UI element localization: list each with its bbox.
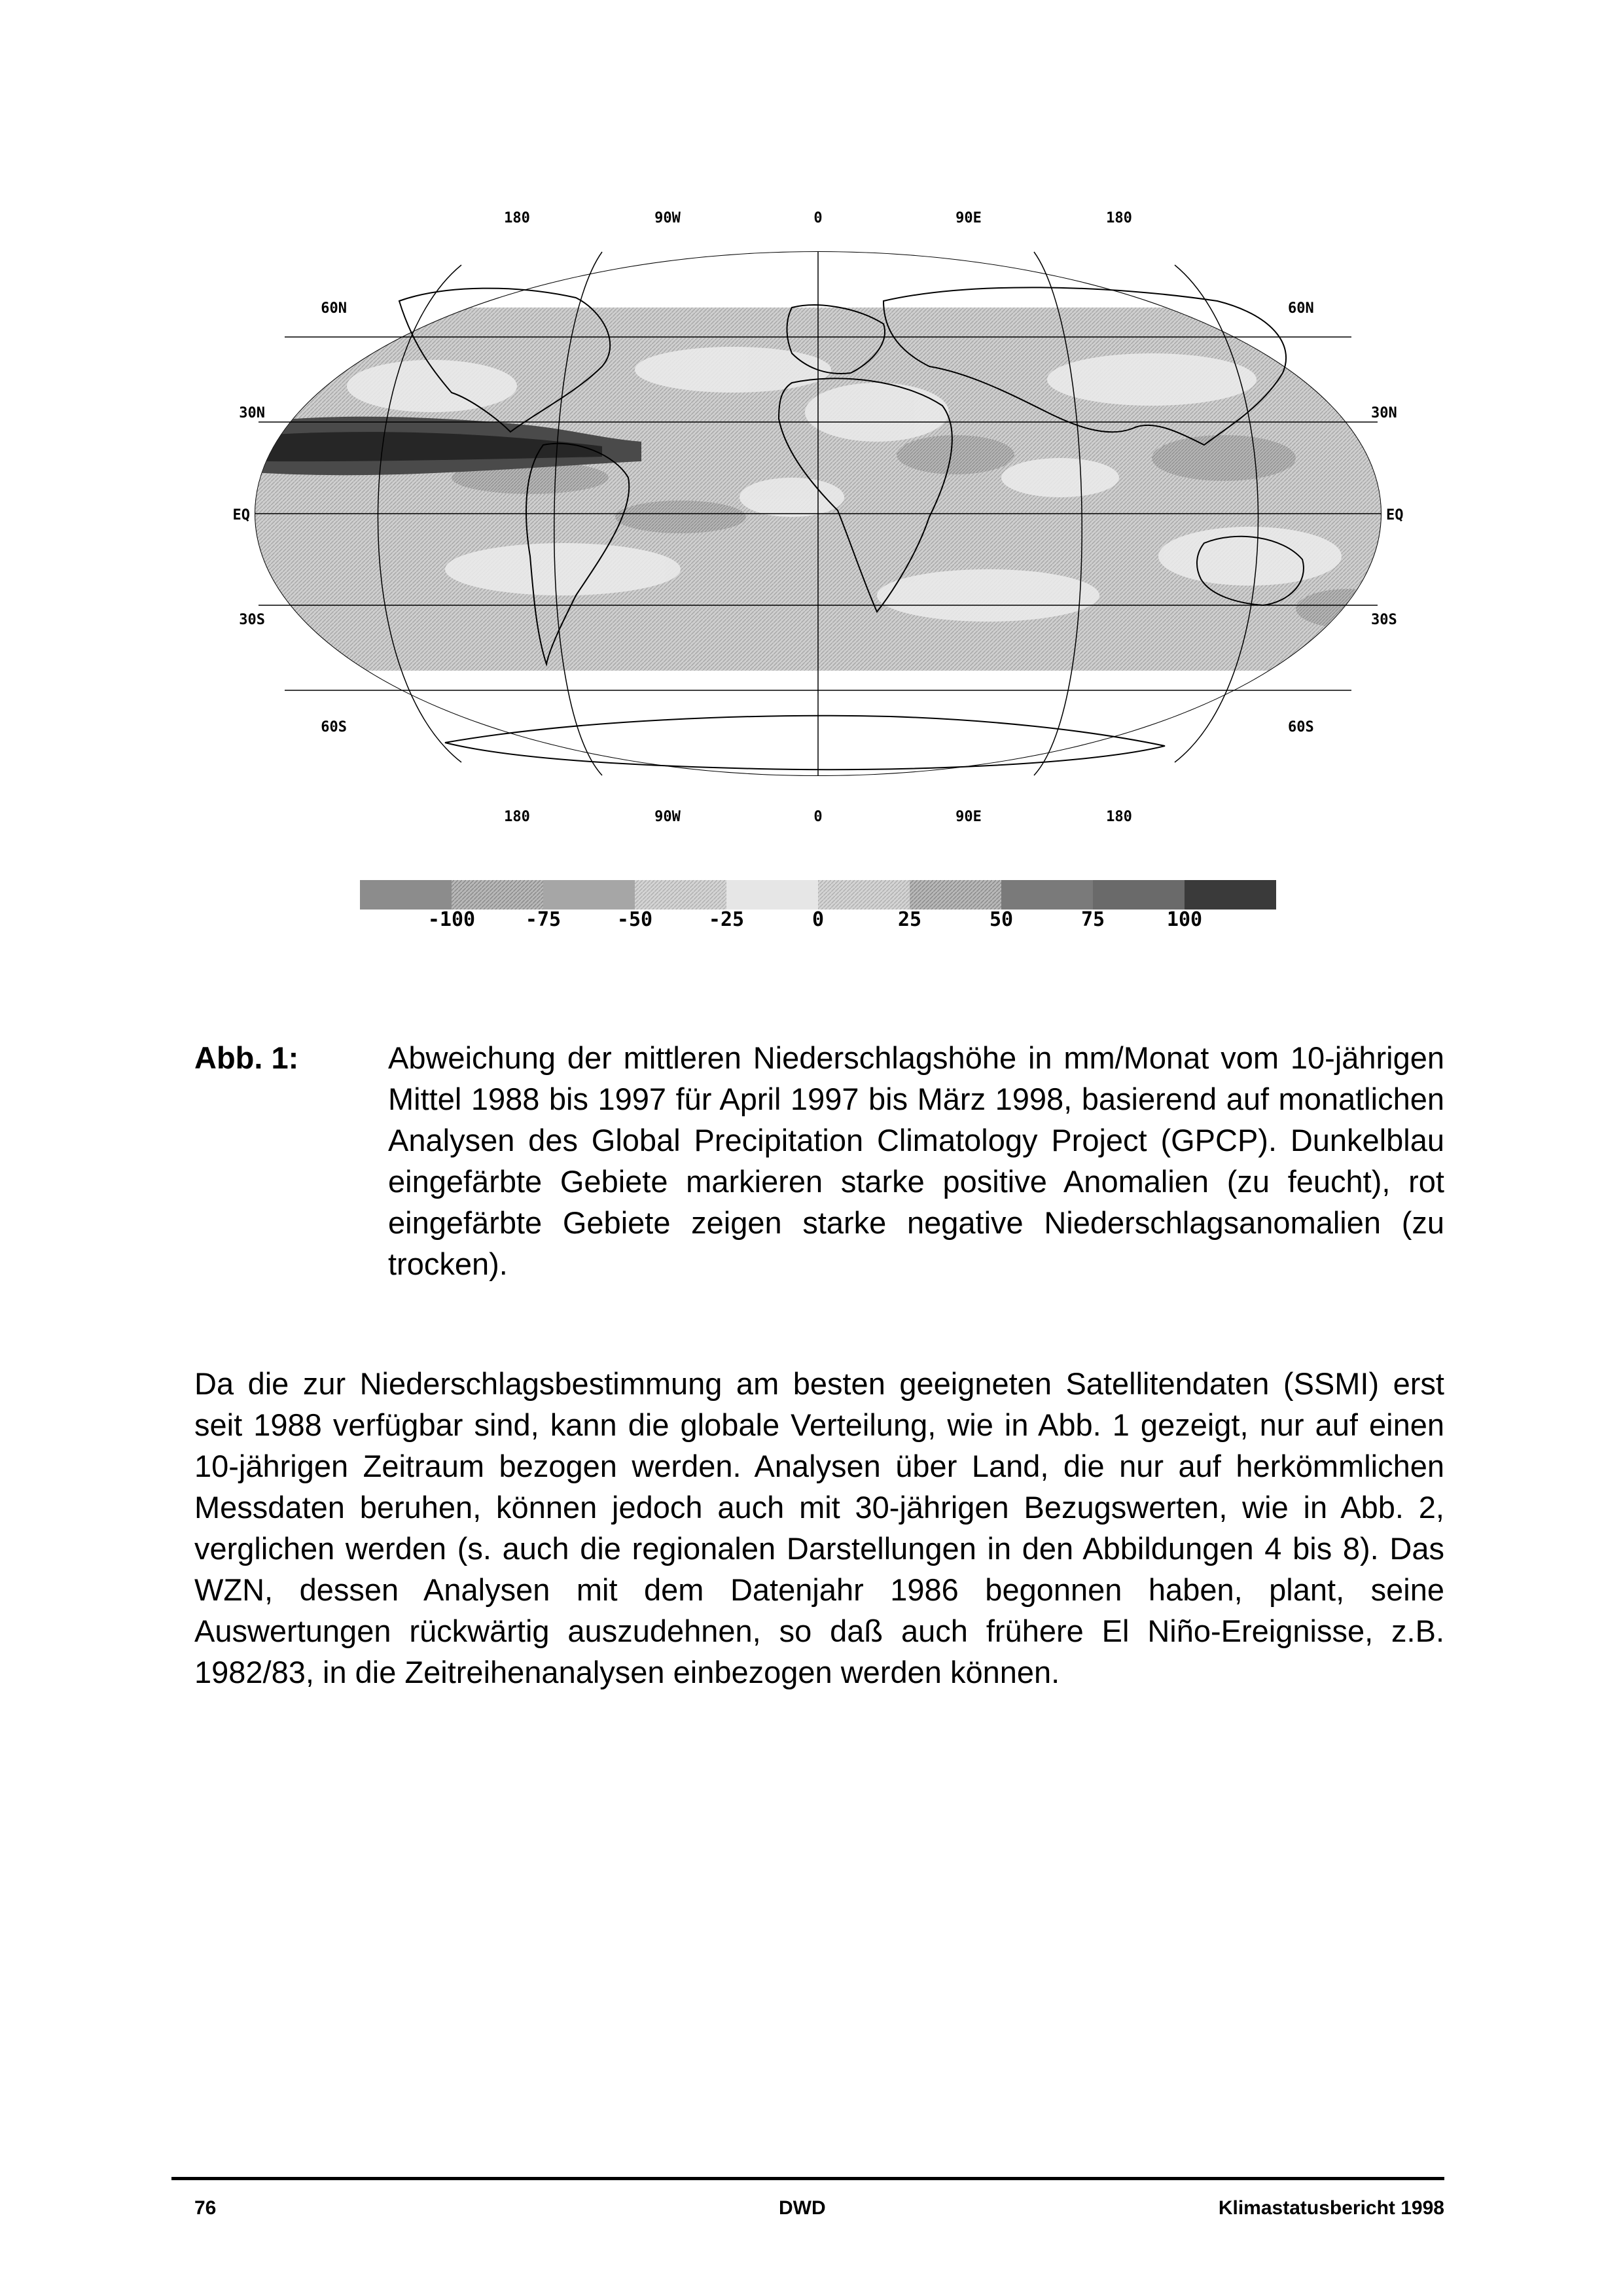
caption-label: Abb. 1: xyxy=(194,1040,299,1075)
footer-report-title: Klimastatusbericht 1998 xyxy=(1218,2197,1444,2219)
legend-tick-label: 50 xyxy=(989,908,1014,931)
lon-label: 0 xyxy=(813,210,823,226)
lon-label: 90W xyxy=(654,809,681,825)
lat-label: 30S xyxy=(1371,612,1397,628)
lon-label: 180 xyxy=(1106,210,1132,226)
legend-segment xyxy=(818,880,910,910)
legend-segment xyxy=(543,880,635,910)
page-number: 76 xyxy=(194,2197,217,2219)
lat-label: 30N xyxy=(1371,405,1397,421)
precipitation-anomaly-map xyxy=(232,203,1404,831)
lon-label: 180 xyxy=(504,809,530,825)
legend-tick-label: 75 xyxy=(1080,908,1105,931)
lon-label: 180 xyxy=(504,210,530,226)
lon-label: 0 xyxy=(813,809,823,825)
footer-rule xyxy=(171,2177,1444,2180)
caption-text: Abweichung der mittleren Niederschlagshöhe in mm/Monat vom 10-jährigen Mittel 1988 bis 1997 für April 1997 bis März 1998, basierend auf monatlichen Analysen des Global Precipitation Climatology Project (GPCP). Dunkelblau eingefärbte Gebiete markieren starke positive Anomalien (zu feucht), rot eingefärbte Gebiete zeigen starke negative Niederschlagsanomalien (zu trocken). xyxy=(388,1040,1444,1281)
lat-label: EQ xyxy=(1386,507,1404,523)
lat-label: 30N xyxy=(239,405,265,421)
legend-tick-label: 100 xyxy=(1166,908,1203,931)
footer-publisher: DWD xyxy=(779,2197,826,2219)
top-longitude-labels xyxy=(504,210,1132,226)
legend-segment xyxy=(910,880,1001,910)
legend-segment xyxy=(452,880,543,910)
figure-caption xyxy=(194,1037,1444,1284)
lon-label: 90E xyxy=(955,809,982,825)
legend-tick-label: 25 xyxy=(897,908,922,931)
body-paragraph: Da die zur Niederschlagsbestimmung am besten geeigneten Satellitendaten (SSMI) erst seit 1988 verfügbar sind, kann die globale Verteilung, wie in Abb. 1 gezeigt, nur auf einen 10-jährigen Zeitraum bezogen werden. Analysen über Land, die nur auf herkömmlichen Messdaten beruhen, können jedoch auch mit 30-jährigen Bezugswerten, wie in Abb. 2, verglichen werden (s. auch die regionalen Darstellungen in den Abbildungen 4 bis 8). Das WZN, dessen Analysen mit dem Datenjahr 1986 begonnen haben, plant, seine Auswertungen rückwärtig auszudehnen, so daß auch frühere El Niño-Ereignisse, z.B. 1982/83, in die Zeitreihenanalysen einbezogen werden können. xyxy=(194,1366,1444,1689)
legend-segment xyxy=(726,880,818,910)
lat-label: 60N xyxy=(321,300,347,317)
legend-segment xyxy=(1093,880,1185,910)
lat-label: EQ xyxy=(232,507,250,523)
legend-segment xyxy=(360,880,452,910)
lon-label: 90W xyxy=(654,210,681,226)
legend-tick-label: 0 xyxy=(812,908,825,931)
legend-segment xyxy=(1185,880,1276,910)
legend-tick-label: -50 xyxy=(616,908,653,931)
legend-color-bar xyxy=(360,880,1276,910)
legend-segment xyxy=(635,880,726,910)
legend-tick-label: -75 xyxy=(525,908,562,931)
lat-label: 60S xyxy=(1288,719,1314,735)
legend-segment xyxy=(1001,880,1093,910)
lat-label: 30S xyxy=(239,612,265,628)
legend-tick-label: -25 xyxy=(708,908,745,931)
legend-tick-labels xyxy=(360,908,1276,941)
bottom-longitude-labels xyxy=(504,809,1132,825)
lon-label: 90E xyxy=(955,210,982,226)
lat-label: 60S xyxy=(321,719,347,735)
lon-label: 180 xyxy=(1106,809,1132,825)
legend-tick-label: -100 xyxy=(427,908,476,931)
lat-label: 60N xyxy=(1288,300,1314,317)
